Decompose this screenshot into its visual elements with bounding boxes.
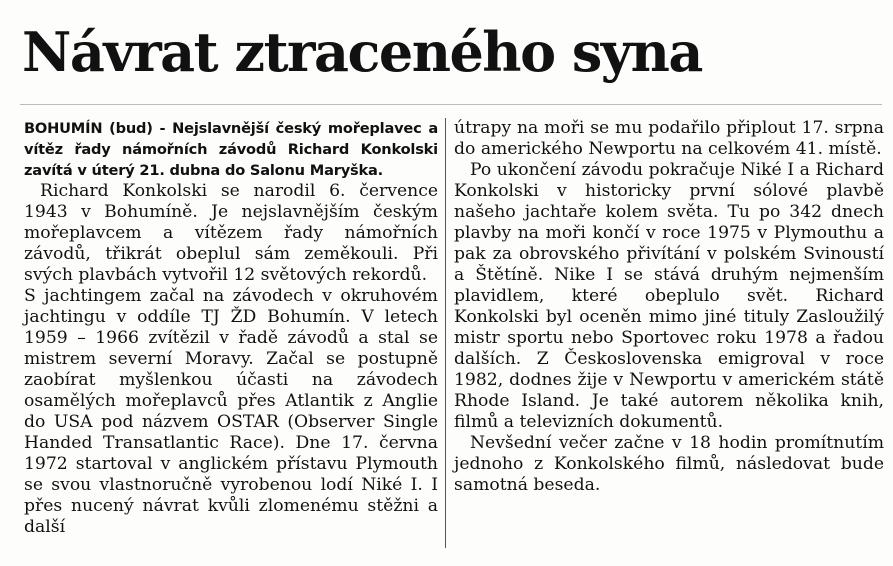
paragraph-event: Nevšední večer začne v 18 hodin promítnutím jednoho z Konkolského filmů, následovat bude samotná beseda. [454,433,884,495]
dateline: BOHUMÍN (bud) - [24,120,166,137]
article-headline: Návrat ztraceného syna [22,20,702,84]
column-divider [445,118,446,548]
paragraph-circumnavigation: Po ukončení závodu pokračuje Niké I a Richard Konkolski v historicky první sólové plavbě našeho jachtaře kolem světa. Tu po 342 dnech plavby na moři končí v roce 1975 v Plymouthu a pak za obrovského přivítání v polském Svinoustí a Štětíně. Nike I se stává druhým nejmenším plavidlem, které obeplulo svět. Richard Konkolski byl oceněn mimo jiné tituly Zasloužilý mistr sportu nebo Sportovec roku 1978 a řadou dalších. Z Československa emigroval v roce 1982, dodnes žije v Newportu v americkém státě Rhode Island. Je také autorem několika knih, filmů a televizních dokumentů. [454,160,884,432]
paragraph-career: S jachtingem začal na závodech v okruhovém jachtingu v oddíle TJ ŽD Bohumín. V letech 1959 – 1966 zvítězil v řadě závodů a stal se mistrem severní Moravy. Začal se postupně zaobírat myšlenkou účasti na závodech osamělých mořeplavců přes Atlantik z Anglie do USA pod názvem OSTAR (Observer Single Handed Transatlantic Race). Dne 17. června 1972 startoval v anglickém přístavu Plymouth se svou vlastnoručně vyrobenou lodí Niké I. I přes nucený návrat kvůli zlomenému stěžni a další [24,286,438,537]
article-lead [24,118,438,181]
article-column-left [24,118,438,538]
article-column-right [454,118,884,496]
paragraph-continuation: útrapy na moři se mu podařilo připlout 17. srpna do amerického Newportu na celkovém 41. místě. [454,118,884,159]
paragraph-birth: Richard Konkolski se narodil 6. července 1943 v Bohumíně. Je nejslavnějším českým mořeplavcem a vítězem řady námořních závodů, třikrát obeplul sám zeměkouli. Při svých plavbách vytvořil 12 světových rekordů. [24,181,438,285]
lead-text: Nejslavnější český mořeplavec a vítěz řady námořních závodů Richard Konkolski zavítá v úterý 21. dubna do Salonu Maryška. [24,120,438,179]
headline-rule [20,104,882,105]
